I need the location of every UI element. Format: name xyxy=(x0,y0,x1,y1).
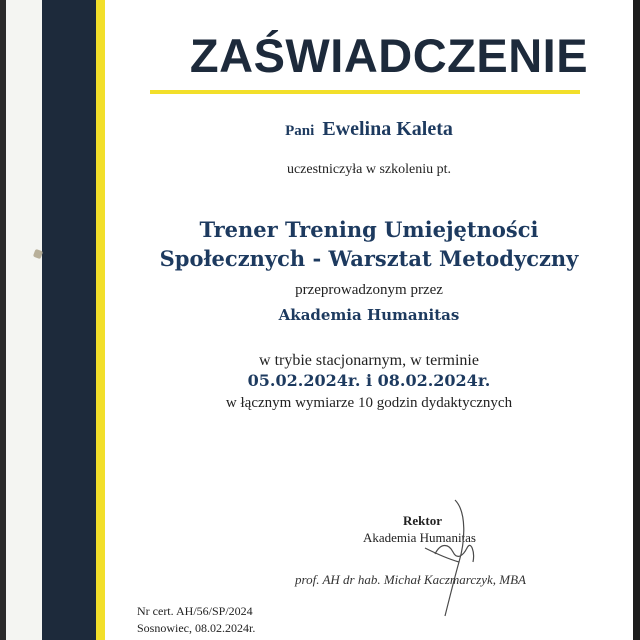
certificate-body xyxy=(105,0,633,640)
issue-place-date: Sosnowiec, 08.02.2024r. xyxy=(137,621,256,635)
signatory-institution: Akademia Humanitas xyxy=(363,530,476,545)
hours-text: w łącznym wymiarze 10 godzin dydaktycznych xyxy=(225,395,513,411)
certificate-title: ZAŚWIADCZENIE xyxy=(189,29,589,82)
certificate-number: Nr cert. AH/56/SP/2024 xyxy=(137,604,253,618)
course-title xyxy=(105,215,633,273)
course-title-line2: Społecznych - Warsztat Metodyczny xyxy=(159,246,579,271)
conducted-by-text: przeprowadzonym przez xyxy=(295,282,443,298)
recipient-prefix: Pani xyxy=(285,123,315,139)
recipient-line xyxy=(105,118,633,141)
navy-side-band xyxy=(42,0,96,640)
course-dates: 05.02.2024r. i 08.02.2024r. xyxy=(247,371,491,390)
organizer-name: Akademia Humanitas xyxy=(278,306,460,324)
participation-text: uczestniczyła w szkoleniu pt. xyxy=(286,162,452,177)
yellow-side-band xyxy=(96,0,105,640)
course-title-line1: Trener Trening Umiejętności xyxy=(199,217,539,242)
handwritten-signature xyxy=(415,492,485,622)
signatory-role: Rektor xyxy=(403,513,442,528)
recipient-name: Ewelina Kaleta xyxy=(322,118,453,140)
left-margin-strip xyxy=(6,0,42,640)
right-scan-edge xyxy=(633,0,640,640)
title-underline xyxy=(150,90,580,94)
mode-text: w trybie stacjonarnym, w terminie xyxy=(259,352,479,369)
signatory-name: prof. AH dr hab. Michał Kaczmarczyk, MBA xyxy=(295,572,526,587)
